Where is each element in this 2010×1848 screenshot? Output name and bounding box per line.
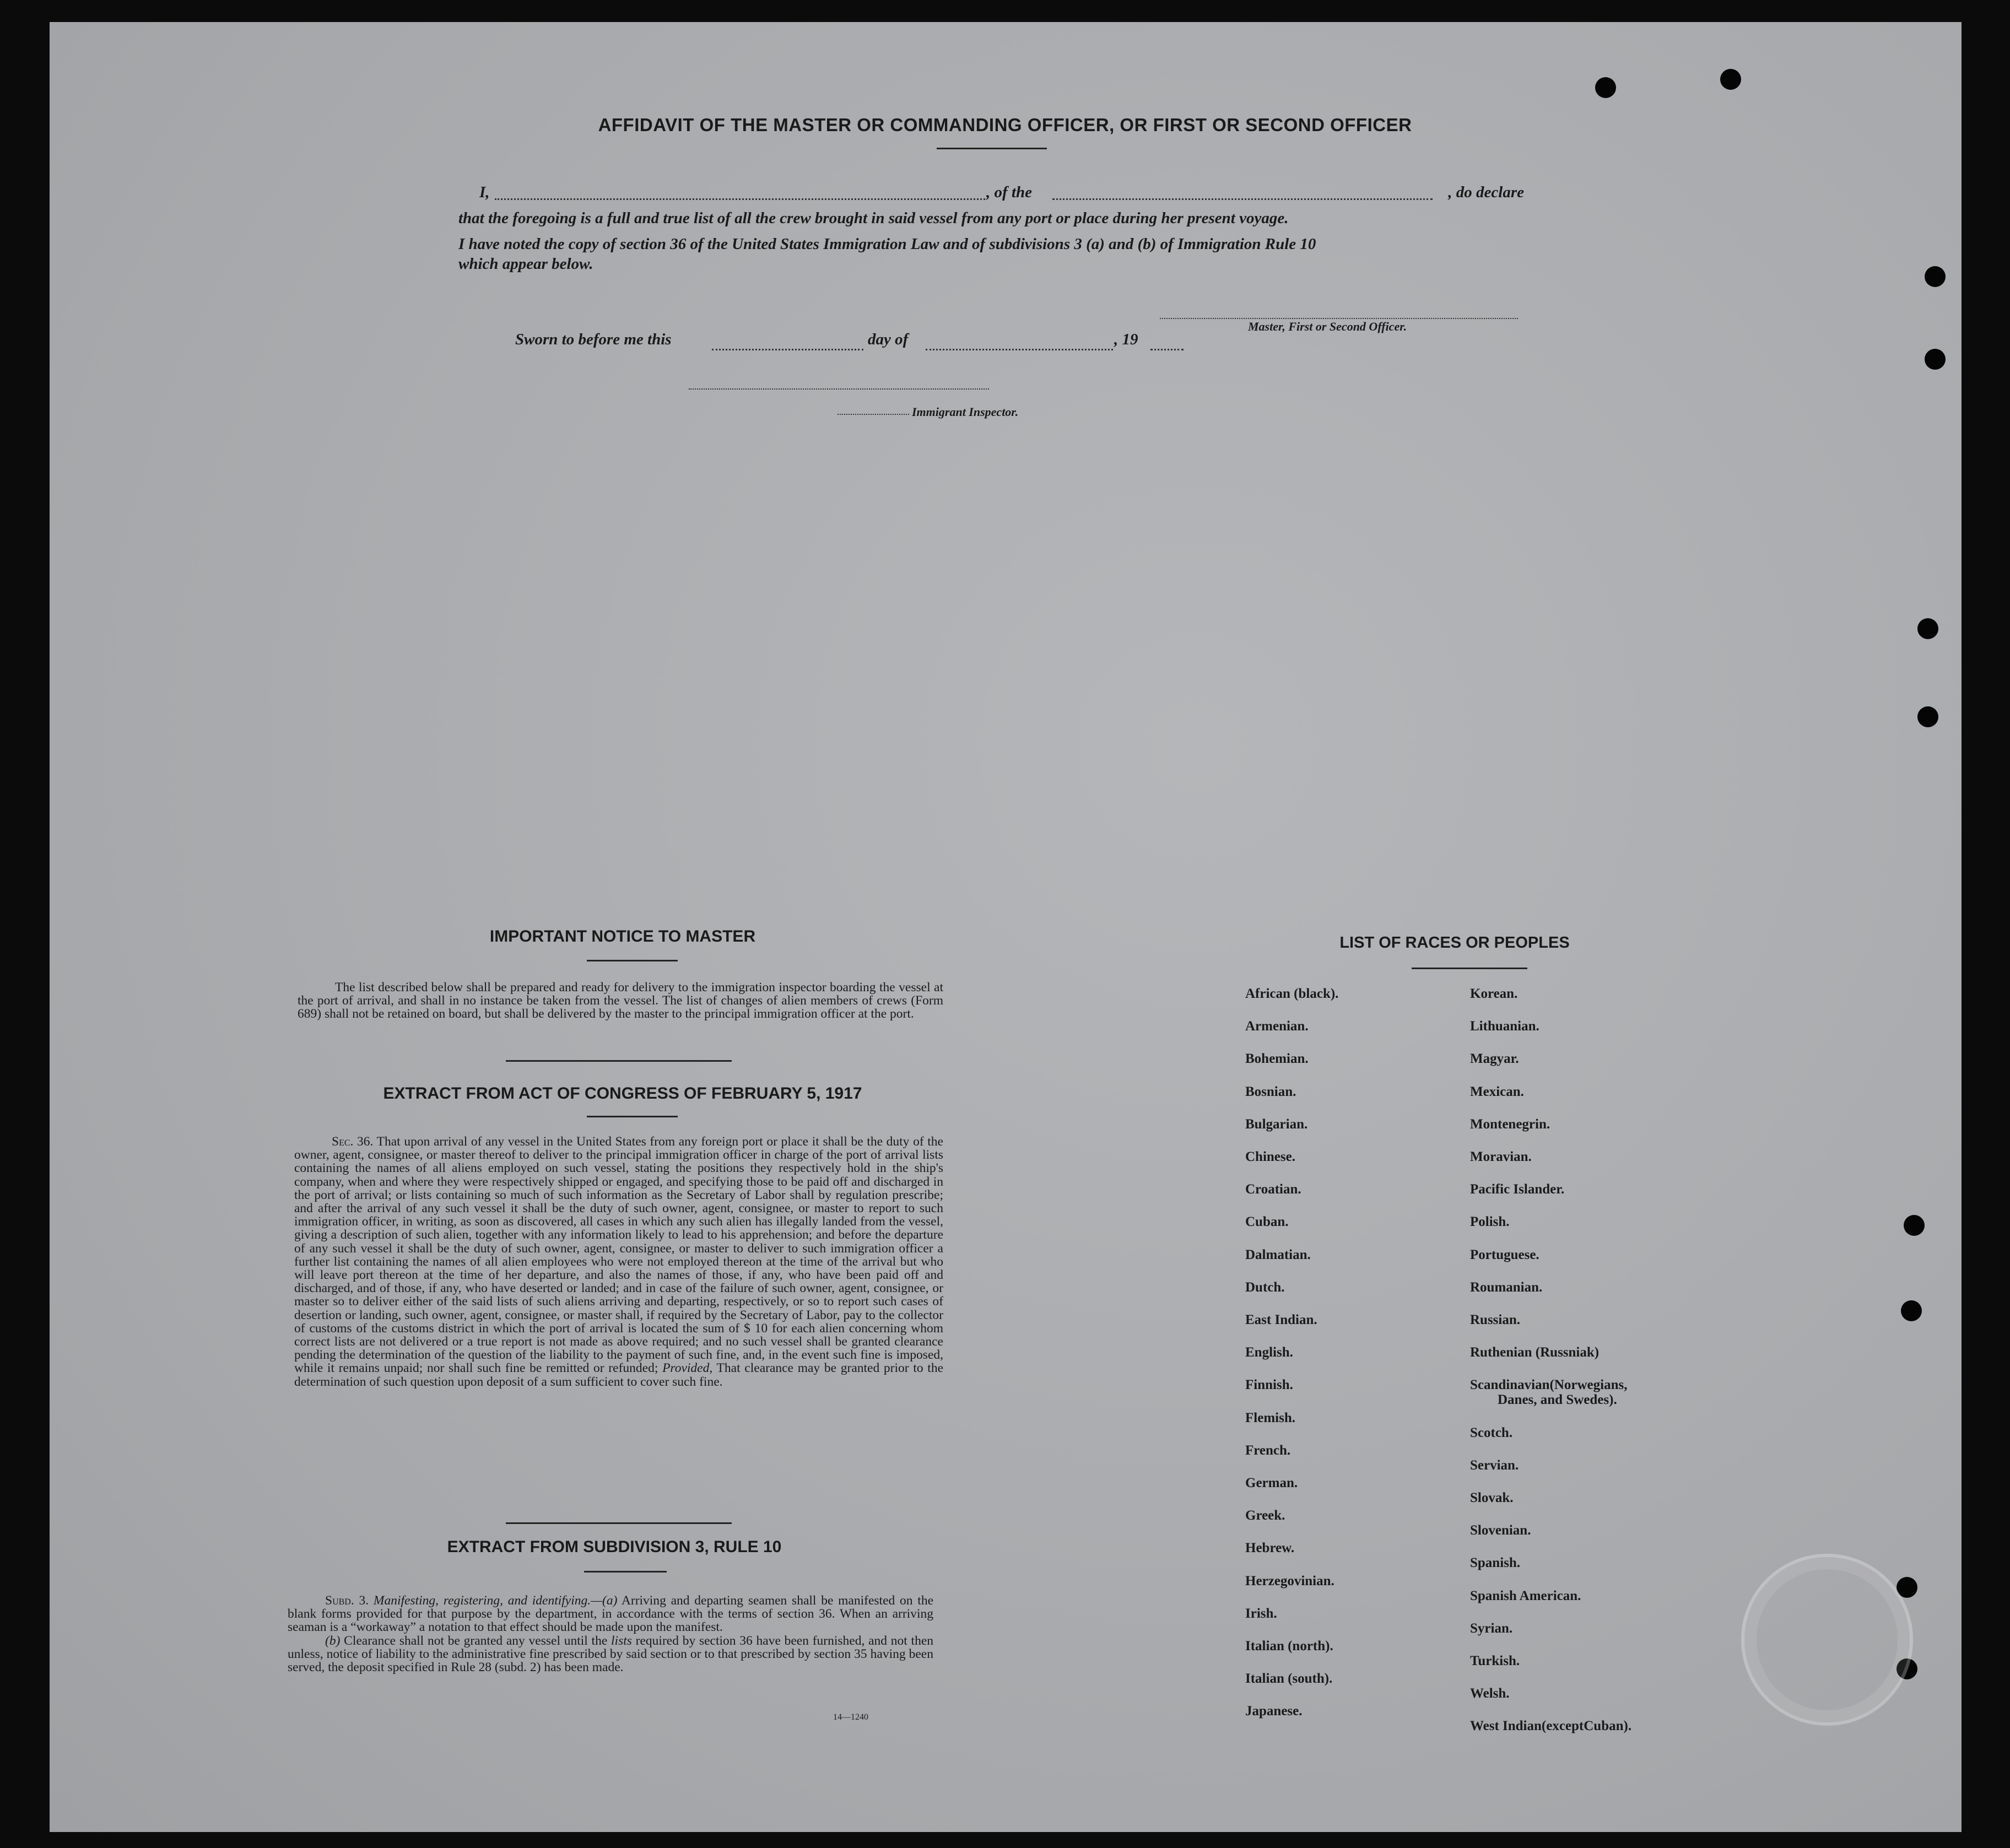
notice-title: IMPORTANT NOTICE TO MASTER (489, 927, 756, 945)
race-item: French. (1245, 1443, 1291, 1458)
master-signature-caption: Master, First or Second Officer. (1248, 320, 1407, 333)
master-signature-line (1160, 318, 1518, 319)
sworn-day-blank (712, 349, 863, 350)
sworn-month-blank (926, 349, 1113, 350)
rule-lists-word: lists (611, 1633, 632, 1648)
race-item: Welsh. (1470, 1686, 1510, 1701)
binder-hole (1720, 69, 1741, 90)
race-item: Bulgarian. (1245, 1117, 1308, 1132)
race-item: Hebrew. (1245, 1541, 1295, 1555)
race-item: Flemish. (1245, 1411, 1295, 1425)
race-item: African (black). (1245, 986, 1339, 1001)
race-item: Polish. (1470, 1214, 1510, 1229)
race-item: Japanese. (1245, 1704, 1303, 1719)
rule-para-b-text-1: Clearance shall not be granted any vessel until the (344, 1633, 608, 1648)
rule-para-b (288, 1634, 933, 1674)
affidavit-line-2: that the foregoing is a full and true list of all the crew brought in said vessel from any port or place during her present voyage. (458, 209, 1289, 227)
race-item: Chinese. (1245, 1149, 1295, 1164)
year-label: , 19 (1114, 331, 1138, 348)
race-item: Armenian. (1245, 1019, 1309, 1034)
race-item: Greek. (1245, 1508, 1285, 1523)
sworn-year-blank (1150, 349, 1184, 350)
rule-para-a (288, 1594, 933, 1634)
race-item: Bosnian. (1245, 1084, 1296, 1099)
race-item: West Indian(exceptCuban). (1470, 1719, 1632, 1733)
rule-extract-body (288, 1594, 933, 1674)
binder-hole (1901, 1300, 1922, 1321)
form-number: 14—1240 (833, 1712, 868, 1722)
race-item: East Indian. (1245, 1312, 1317, 1327)
race-item: Lithuanian. (1470, 1019, 1539, 1034)
rule-subd-heading: Manifesting, registering, and identifying.—(a) (373, 1593, 618, 1608)
race-item: Korean. (1470, 986, 1518, 1001)
race-item: Italian (north). (1245, 1639, 1333, 1654)
race-item: Ruthenian (Russniak) (1470, 1345, 1600, 1360)
binder-hole (1904, 1215, 1925, 1236)
race-item: Dutch. (1245, 1280, 1285, 1295)
race-item: Dalmatian. (1245, 1247, 1311, 1262)
race-item: Turkish. (1470, 1654, 1520, 1668)
race-item: Finnish. (1245, 1377, 1293, 1392)
affidavit-i-label: I, (479, 183, 490, 201)
binder-hole (1595, 77, 1616, 98)
race-item: Syrian. (1470, 1621, 1513, 1636)
notice-title-rule (587, 960, 678, 961)
races-title-rule (1412, 968, 1527, 969)
rule-para-a-text: Arriving and departing seamen shall be manifested on the blank forms provided for that purpose by the department, in accordance with the terms of section 36. When an arriving seaman is a “workaway” a notation to that effect should be made upon the manifest. (288, 1593, 933, 1635)
act-extract-body (294, 1135, 943, 1388)
affidavit-of-the-label: , of the (986, 183, 1032, 201)
affidavit-line-3: I have noted the copy of section 36 of the United States Immigration Law and of subdivisions 3 (a) and (b) of Immigration Rule 10 (458, 235, 1316, 253)
binder-hole (1917, 706, 1938, 727)
act-provided-label: Provided, (662, 1361, 713, 1376)
rule-b-label: (b) (325, 1633, 341, 1648)
race-item: Slovak. (1470, 1490, 1514, 1505)
inspector-caption-leader (838, 414, 909, 415)
race-item: Cuban. (1245, 1214, 1289, 1229)
affidavit-line-4: which appear below. (458, 255, 593, 273)
race-item: Russian. (1470, 1312, 1521, 1327)
race-item: Moravian. (1470, 1149, 1532, 1164)
rule-subd-label: Subd. 3. (325, 1593, 369, 1608)
race-item: Montenegrin. (1470, 1117, 1550, 1132)
race-item: Magyar. (1470, 1051, 1519, 1066)
race-item: Portuguese. (1470, 1247, 1539, 1262)
name-blank (495, 198, 985, 200)
race-item: Herzegovinian. (1245, 1574, 1334, 1588)
embossed-seal (1741, 1554, 1913, 1726)
inspector-signature-line (689, 388, 989, 390)
notice-divider (506, 1060, 732, 1062)
race-item: Servian. (1470, 1458, 1519, 1473)
race-item: Danes, and Swedes). (1498, 1392, 1617, 1407)
notice-body: The list described below shall be prepared and ready for delivery to the immigration inspector boarding the vessel at the port of arrival, and shall in no instance be taken from the vessel. The list of changes of alien members of crews (Form 689) shall not be retained on board, but shall be delivered by the master to the principal immigration officer at the port. (298, 980, 943, 1022)
binder-hole (1917, 618, 1938, 639)
race-item: Croatian. (1245, 1182, 1301, 1197)
inspector-caption: Immigrant Inspector. (912, 405, 1019, 419)
affidavit-title: AFFIDAVIT OF THE MASTER OR COMMANDING OFFICER, OR FIRST OR SECOND OFFICER (598, 115, 1412, 135)
race-item: Italian (south). (1245, 1671, 1333, 1686)
race-item: Roumanian. (1470, 1280, 1543, 1295)
rule-para-b-text-2: required by section 36 have been furnished, and not then unless, notice of liability to the administrative fine prescribed by said section or to that prescribed by section 35 having been served, the deposit specified in Rule 28 (subd. 2) has been made. (288, 1633, 934, 1675)
race-item: English. (1245, 1345, 1293, 1360)
binder-hole (1925, 266, 1946, 287)
rule-extract-title-rule (584, 1571, 667, 1573)
day-of-label: day of (868, 331, 909, 348)
act-divider (506, 1522, 732, 1524)
act-extract-title: EXTRACT FROM ACT OF CONGRESS OF FEBRUARY 5, 1917 (383, 1084, 862, 1103)
act-body-proviso: That clearance may be granted prior to the determination of such question upon deposit of a sum sufficient to cover such fine. (294, 1361, 944, 1389)
act-section-label: Sec. 36. (332, 1134, 374, 1149)
race-item: Irish. (1245, 1606, 1277, 1621)
races-title: LIST OF RACES OR PEOPLES (1339, 934, 1570, 952)
act-extract-title-rule (587, 1116, 678, 1117)
affidavit-declare-label: , do declare (1448, 183, 1524, 201)
act-body-main: That upon arrival of any vessel in the United States from any foreign port or place it shall be the duty of the owner, agent, consignee, or master thereof to deliver to the principal immigration officer in charge of the port of arrival lists containing the names of all aliens employed on such vessel, stating the positions they respectively hold in the ship's company, when and where they were respectively shipped or engaged, and specifying those to be paid off and discharged in the port of arrival; or lists containing so much of such information as the Secretary of Labor shall by regulation prescribe; and after the arrival of any such vessel it shall be the duty of such owner, agent, consignee, or master to report to such immigration officer, in writing, as soon as discovered, all cases in which any such alien has illegally landed from the vessel, giving a description of such alien, together with any information likely to lead to his apprehension; and before the departure of any such vessel it shall be the duty of such owner, agent, consignee, or master to deliver to such immigration officer a further list containing the names of all alien employees who were not employed thereon at the time of the arrival but who will leave port thereon at the time of her departure, and also the names of those, if any, who have been paid off and discharged, and of those, if any, who have deserted or landed; and in case of the failure of such owner, agent, consignee, or master so to deliver either of the said lists of such aliens arriving and departing, respectively, or so to report such cases of desertion or landing, such owner, agent, consignee, or master shall, if required by the Secretary of Labor, pay to the collector of customs of the customs district in which the port of arrival is located the sum of $ 10 for each alien concerning whom correct lists are not delivered or a true report is not made as above required; and no such vessel shall be granted clearance pending the determination of the question of the liability to the payment of such fine, and, in the event such fine is imposed, while it remains unpaid; nor shall such fine be remitted or refunded; (294, 1134, 943, 1376)
sworn-label: Sworn to before me this (515, 331, 672, 348)
race-item: Slovenian. (1470, 1523, 1531, 1538)
race-item: Pacific Islander. (1470, 1182, 1565, 1197)
binder-hole (1925, 349, 1946, 370)
race-item: Bohemian. (1245, 1051, 1309, 1066)
race-item: German. (1245, 1476, 1298, 1490)
race-item: Mexican. (1470, 1084, 1524, 1099)
race-item: Spanish. (1470, 1555, 1521, 1570)
affidavit-title-rule (937, 148, 1047, 149)
race-item: Scandinavian(Norwegians, (1470, 1377, 1628, 1392)
race-item: Spanish American. (1470, 1588, 1581, 1603)
vessel-blank (1052, 198, 1433, 200)
rule-extract-title: EXTRACT FROM SUBDIVISION 3, RULE 10 (447, 1538, 782, 1556)
race-item: Scotch. (1470, 1425, 1513, 1440)
